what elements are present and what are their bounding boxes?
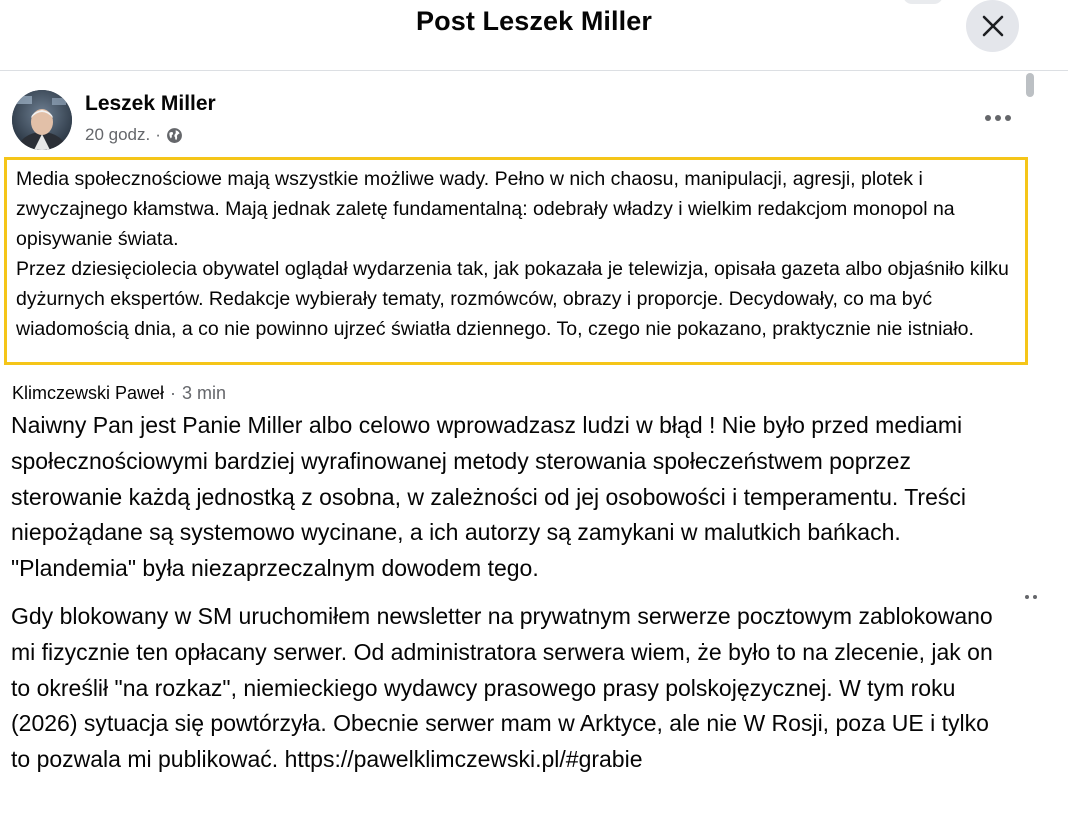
post-author-name[interactable]: Leszek Miller bbox=[85, 92, 216, 115]
post-time[interactable]: 20 godz. bbox=[85, 125, 151, 144]
comment-more-options-button[interactable] bbox=[1022, 590, 1042, 602]
post-paragraph: Media społecznościowe mają wszystkie możliwe wady. Pełno w nich chaosu, manipulacji, agresji, plotek i zwyczajnego kłamstwa. Mają jednak zaletę fundamentalną: odebrały władzy i wielkim redakcjom monopol na opisywanie świata. bbox=[16, 168, 955, 250]
comment-separator: · bbox=[170, 383, 177, 403]
scrollbar-thumb[interactable] bbox=[1026, 73, 1034, 97]
comment-time[interactable]: 3 min bbox=[182, 383, 227, 403]
header-top-accent bbox=[903, 0, 943, 4]
author-avatar[interactable] bbox=[12, 90, 72, 150]
globe-icon bbox=[166, 127, 183, 144]
meta-separator: · bbox=[155, 125, 161, 144]
comment-body bbox=[11, 408, 1011, 790]
avatar-image bbox=[12, 90, 72, 150]
more-horizontal-icon bbox=[1022, 591, 1042, 603]
dialog-title: Post Leszek Miller bbox=[416, 6, 652, 36]
post-text-highlighted bbox=[4, 157, 1028, 365]
close-button[interactable] bbox=[966, 0, 1019, 52]
post-meta bbox=[85, 125, 183, 145]
post-more-options-button[interactable] bbox=[978, 104, 1018, 132]
close-icon bbox=[982, 15, 1004, 37]
comment-author-name[interactable]: Klimczewski Paweł bbox=[12, 383, 165, 403]
dialog-header bbox=[0, 0, 1068, 71]
post-paragraph: Przez dziesięciolecia obywatel oglądał wydarzenia tak, jak pokazała je telewizja, opisała gazeta albo objaśniło kilku dyżurnych ekspertów. Redakcje wybierały tematy, rozmówców, obrazy i proporcje. Decydowały, co ma być wiadomością dnia, a co nie powinno ujrzeć światła dziennego. To, czego nie pokazano, praktycznie nie istniało. bbox=[16, 258, 1009, 340]
comment-paragraph: Gdy blokowany w SM uruchomiłem newsletter na prywatnym serwerze pocztowym zablokowano mi fizycznie ten opłacany serwer. Od administratora serwera wiem, że było to na zlecenie, jak on to określił "na rozkaz", niemieckiego wydawcy prasowego prasy polskojęzycznej. W tym roku (2026) sytuacja się powtórzyła. Obecnie serwer mam w Arktyce, ale nie W Rosji, poza UE i tylko to pozwala mi publikować. https://pawelklimczewski.pl/#grabie bbox=[11, 602, 993, 773]
comment-paragraph: Naiwny Pan jest Panie Miller albo celowo wprowadzasz ludzi w błąd ! Nie było przed mediami społecznościowymi bardziej wyrafinowanej metody sterowania społeczeństwem poprzez sterowanie każdą jednostką z osobna, w zależności od jej osobowości i temperamentu. Treści niepożądane są systemowo wycinane, a ich autorzy są zamykani w malutkich bańkach. "Plandemia" była niezaprzeczalnym dowodem tego. bbox=[11, 412, 966, 582]
comment-header bbox=[12, 383, 226, 404]
more-horizontal-icon bbox=[984, 114, 1012, 122]
